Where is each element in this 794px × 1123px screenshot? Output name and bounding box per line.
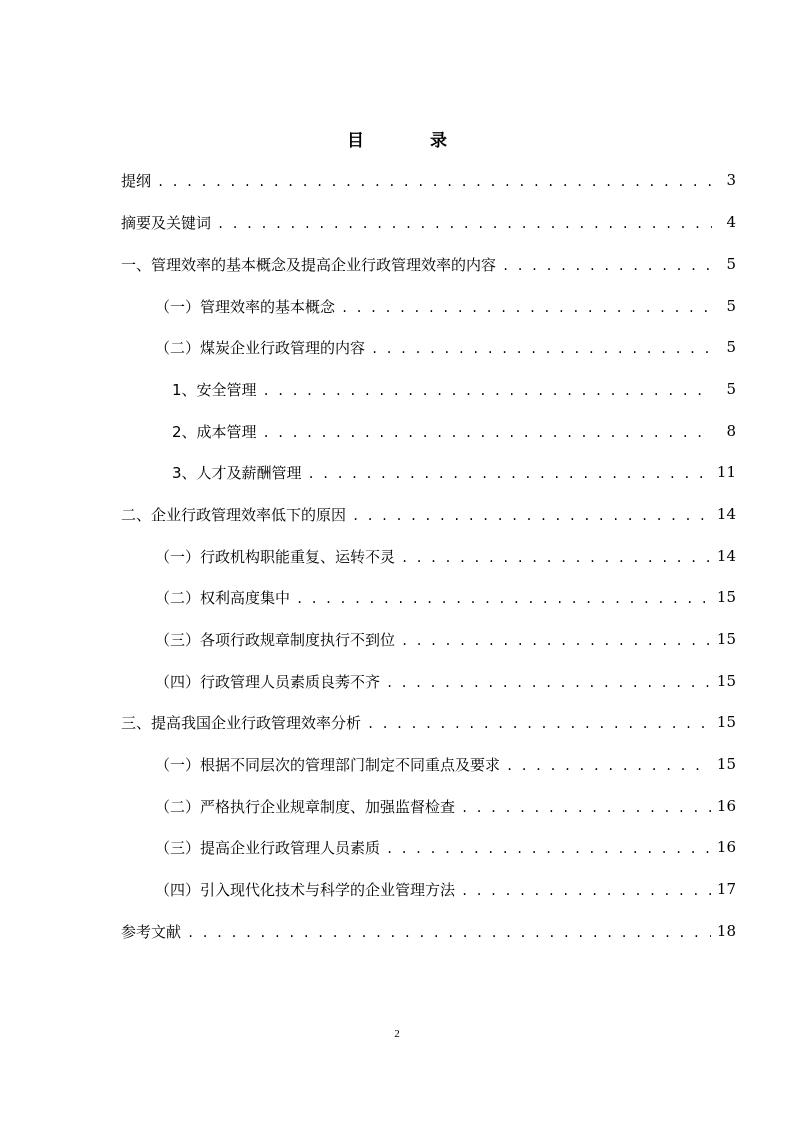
toc-entry[interactable]: [155, 836, 736, 858]
toc-entry-title: 2、成本管理: [172, 422, 257, 441]
toc-entry[interactable]: [121, 169, 736, 191]
toc-entry-title: 3、人才及薪酬管理: [172, 463, 302, 482]
toc-entry-title: 提纲: [121, 171, 152, 190]
dot-leader: [217, 217, 712, 231]
toc-entry[interactable]: [155, 670, 736, 692]
dot-leader: [157, 175, 712, 189]
toc-entry-title: （一）管理效率的基本概念: [155, 297, 336, 316]
toc-entry[interactable]: [155, 295, 736, 317]
dot-leader: [367, 717, 711, 731]
toc-entry-page: 18: [716, 922, 736, 940]
dot-leader: [502, 259, 712, 273]
toc-entry-title: 一、管理效率的基本概念及提高企业行政管理效率的内容: [121, 255, 497, 274]
toc-entry-title: （一）根据不同层次的管理部门制定不同重点及要求: [155, 755, 501, 774]
toc-entry[interactable]: [121, 503, 736, 525]
dot-leader: [506, 759, 711, 773]
toc-entry-page: 5: [726, 297, 736, 315]
toc-entry[interactable]: [121, 920, 736, 942]
dot-leader: [187, 926, 711, 940]
toc-entry-page: 14: [716, 547, 736, 565]
toc-entry-title: （二）权利高度集中: [155, 588, 291, 607]
toc-heading: 目 录: [347, 131, 477, 151]
toc-entry-title: （三）各项行政规章制度执行不到位: [155, 630, 396, 649]
toc-entry-title: （四）行政管理人员素质良莠不齐: [155, 672, 381, 691]
toc-entry-title: （二）严格执行企业规章制度、加强监督检查: [155, 797, 456, 816]
toc-entry[interactable]: [155, 795, 736, 817]
toc-entry-page: 11: [716, 463, 736, 481]
toc-entry-page: 15: [716, 588, 736, 606]
toc-entry[interactable]: [121, 211, 736, 233]
toc-entry[interactable]: [121, 253, 736, 275]
dot-leader: [371, 342, 712, 356]
toc-entry-page: 15: [716, 672, 736, 690]
dot-leader: [263, 426, 712, 440]
toc-entry-page: 15: [716, 630, 736, 648]
toc-entry-title: 二、企业行政管理效率低下的原因: [121, 505, 347, 524]
page-number: 2: [394, 1028, 400, 1040]
toc-entry[interactable]: [155, 545, 736, 567]
toc-entry-page: 4: [726, 213, 736, 231]
dot-leader: [386, 842, 711, 856]
toc-entry-title: （二）煤炭企业行政管理的内容: [155, 338, 366, 357]
toc-entry[interactable]: [155, 753, 736, 775]
toc-entry-page: 5: [726, 338, 736, 356]
toc-entry-page: 5: [726, 380, 736, 398]
toc-entry[interactable]: [172, 378, 736, 400]
toc-entry-page: 8: [726, 422, 736, 440]
toc-entry[interactable]: [155, 336, 736, 358]
dot-leader: [308, 467, 711, 481]
toc-entry-page: 5: [726, 255, 736, 273]
dot-leader: [341, 301, 712, 315]
dot-leader: [296, 592, 711, 606]
toc-entry-title: 1、安全管理: [172, 380, 257, 399]
dot-leader: [263, 384, 712, 398]
dot-leader: [352, 509, 711, 523]
dot-leader: [401, 634, 711, 648]
toc-entry-title: 三、提高我国企业行政管理效率分析: [121, 713, 362, 732]
toc-entry-title: 参考文献: [121, 922, 182, 941]
toc-entry[interactable]: [172, 461, 736, 483]
toc-entry-page: 15: [716, 755, 736, 773]
toc-entry[interactable]: [155, 878, 736, 900]
dot-leader: [386, 676, 711, 690]
toc-entry-page: 16: [716, 797, 736, 815]
toc-entry-page: 14: [716, 505, 736, 523]
dot-leader: [401, 551, 711, 565]
toc-entry[interactable]: [155, 628, 736, 650]
toc-entry-title: 摘要及关键词: [121, 213, 212, 232]
toc-entry-page: 15: [716, 713, 736, 731]
dot-leader: [461, 884, 711, 898]
toc-entry-title: （三）提高企业行政管理人员素质: [155, 838, 381, 857]
toc-entry-page: 17: [716, 880, 736, 898]
dot-leader: [461, 801, 711, 815]
toc-entry-title: （四）引入现代化技术与科学的企业管理方法: [155, 880, 456, 899]
toc-entry-page: 16: [716, 838, 736, 856]
toc-entry[interactable]: [121, 711, 736, 733]
toc-entry[interactable]: [172, 420, 736, 442]
toc-entry[interactable]: [155, 586, 736, 608]
toc-entry-page: 3: [726, 171, 736, 189]
toc-entry-title: （一）行政机构职能重复、运转不灵: [155, 547, 396, 566]
